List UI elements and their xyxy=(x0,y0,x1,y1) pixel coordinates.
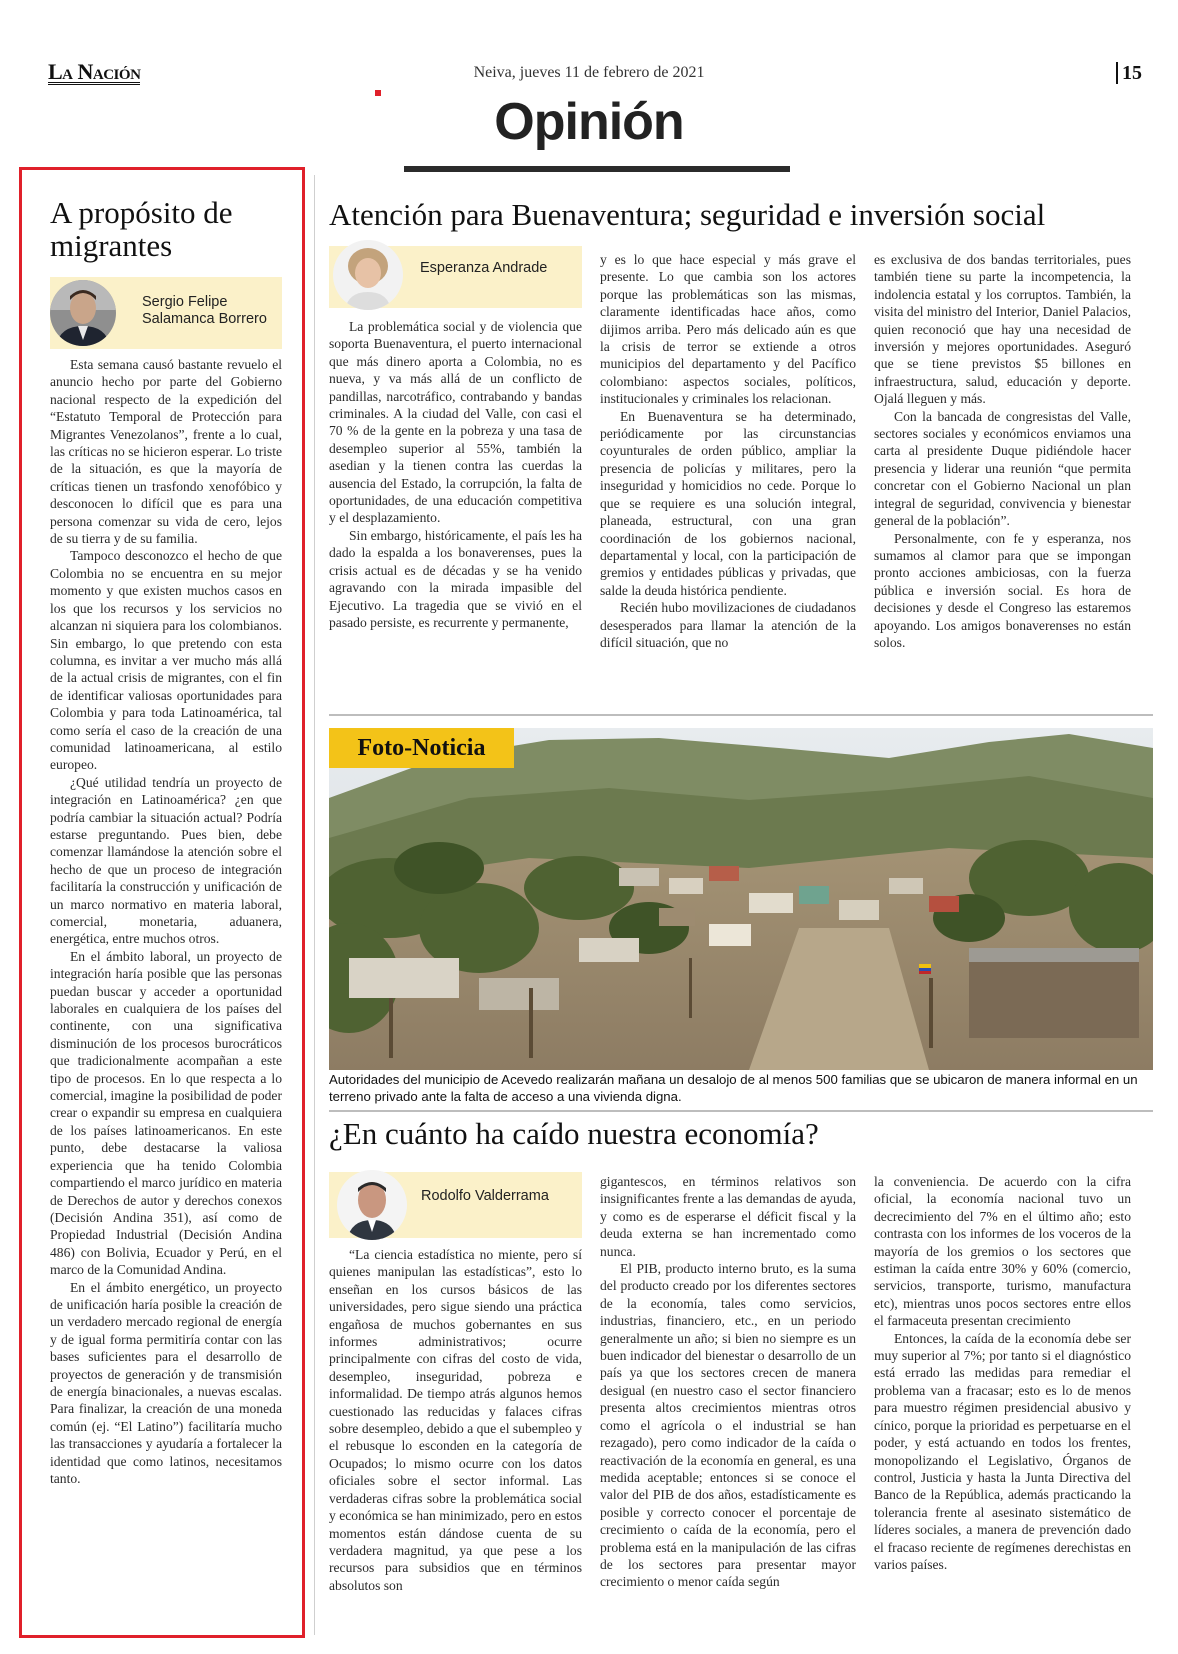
paragraph: Esta semana causó bastante revuelo el anuncio hecho por parte del Gobierno nacional respecto de la expedición del “Estatuto Temporal de Protección para Migrantes Venezolanos”, frente a lo cual, las críticas no se hicieron esperar. Lo triste de la situación, es que la mayoría de críticas tienen un trasfondo xenofóbico y desconocen lo difícil que es para una persona comenzar su vida de cero, lejos de su tierra y de su familia. xyxy=(50,357,282,547)
foto-noticia-tag: Foto-Noticia xyxy=(329,728,514,768)
article-column xyxy=(329,318,582,631)
article-body xyxy=(50,356,282,1487)
author-photo xyxy=(333,240,403,310)
article-column xyxy=(329,1246,582,1594)
paragraph: Sin embargo, históricamente, el país les ha dado la espalda a los bonaverenses, pues la crisis actual es de décadas y se ha venido agravando con la mirada impasible del Ejecutivo. La tragedia que se vivió en el pasado persiste, es recurrente y permanente, xyxy=(329,527,582,630)
avatar-icon xyxy=(337,1170,407,1240)
landscape-image xyxy=(329,728,1153,1070)
avatar-icon xyxy=(50,280,116,346)
author-photo xyxy=(337,1170,407,1240)
article-column xyxy=(600,251,856,651)
paragraph: En el ámbito laboral, un proyecto de integración haría posible que las personas puedan buscar y acceder a oportunidad laborales en cualquiera de los países del continente, con una significativa disminución de los procesos burocráticos que tradicionalmente acompañan a este tipo de procesos. En lo que respecta a lo comercial, imagine la posibilidad de poder crear o expandir su empresa en cualquiera de los países latinoamericanos. En este punto, debe destacarse la valiosa experiencia que ha tenido Colombia compartiendo el marco jurídico en materia de Derechos de autor y derechos conexos (Decisión Andina 351), así como de Propiedad Industrial (Decisión Andina 486) con Bolivia, Ecuador y Perú, en el marco de la Comunidad Andina. xyxy=(50,948,282,1278)
author-name: Rodolfo Valderrama xyxy=(421,1188,549,1204)
author-byline xyxy=(50,277,282,349)
photo-caption: Autoridades del municipio de Acevedo realizarán mañana un desalojo de al menos 500 familias que se ubicaron de manera informal en un terreno privado ante la falta de acceso a una vivienda digna. xyxy=(329,1072,1138,1104)
horizontal-divider xyxy=(329,714,1153,716)
paragraph: gigantescos, en términos relativos son insignificantes frente a las demandas de ayuda, y como es de esperarse el déficit fiscal y la deuda externa se han incrementado como nunca. xyxy=(600,1174,856,1259)
dateline: Neiva, jueves 11 de febrero de 2021 xyxy=(473,64,705,81)
article-headline: ¿En cuánto ha caído nuestra economía? xyxy=(329,1116,819,1151)
column-divider xyxy=(314,175,315,1635)
paragraph: la conveniencia. De acuerdo con la cifra oficial, la economía nacional tuvo un decrecimiento del 7% en el último año; esto contrasta con los informes de los voceros de la mayoría de los gremios o los sectores que estiman la caída entre 30% y 60% (comercio, servicios, transporte, turismo, manufactura etc), mientras unos pocos sectores entre ellos el farmaceuta presentan crecimiento xyxy=(874,1174,1131,1329)
paragraph: Tampoco desconozco el hecho de que Colombia no se encuentra en su mejor momento y que existen muchos casos en los que los recursos y los servicios no alcanzan ni siquiera para los colombianos. Sin embargo, lo que pretendo con esta columna, es invitar a ver mucho más allá de la actual crisis de migrantes, con el fin de identificar valiosas oportunidades para Colombia y para toda Latinoamérica, tal como sería el caso de la creación de una comunidad latinoamericana, al estilo europeo. xyxy=(50,548,282,773)
paragraph: “La ciencia estadística no miente, pero sí quienes manipulan las estadísticas”, esto lo enseñan en los cursos básicos de las universidades, pero sigue siendo una práctica engañosa de muchos gobernantes en sus informes administrativos; ocurre principalmente con cifras del costo de vida, desempleo, inseguridad, pobreza e informalidad. De tiempo atrás algunos hemos cuestionado las reducidas y falaces cifras sobre desempleo, debido a que el subempleo y el rebusque lo esconden en la categoría de Ocupados; lo mismo ocurre con los datos oficiales sobre el sector informal. Las verdaderas cifras sobre la problemática social y económica se han minimizado, pero en estos momentos están dándose cuenta de su verdadera magnitud, ya que pese a los recursos para subsidios que en términos absolutos son xyxy=(329,1247,582,1593)
paragraph: En Buenaventura se ha determinado, periódicamente por las circunstancias coyunturales de orden público, ampliar la presencia de policías y militares, pero la inseguridad y homicidios no cede. Porque lo que se requiere es una solución integral, planeada, estructural, con una gran coordinación de los gobiernos nacional, departamental y local, con la participación de gremios y entidades públicas y privadas, que salde la deuda histórica pendiente. xyxy=(600,408,856,598)
avatar-icon xyxy=(333,240,403,310)
paragraph: Recién hubo movilizaciones de ciudadanos desesperados para llamar la atención de la difícil situación, que no xyxy=(600,600,856,650)
newspaper-logo: La Nación xyxy=(48,59,141,84)
article-headline: Atención para Buenaventura; seguridad e inversión social xyxy=(329,197,1046,232)
news-photo xyxy=(329,728,1153,1070)
article-column xyxy=(874,251,1131,651)
paragraph: Entonces, la caída de la economía debe ser muy superior al 7%; por tanto si el diagnóstico está errado las medidas para remediar el problema van a fracasar; esto es lo de menos para muestro régimen presidencial abusivo y cínico, porque la prioridad es perpetuarse en el poder, y está actuando en todos los frentes, monopolizando el Legislativo, Órganos de control, Justicia y hasta la Junta Directiva del Banco de la República, además practicando la tolerancia frente al asesinato sistemático de líderes sociales, a manera de prevención dado el fracaso reciente de regímenes derechistas en varios países. xyxy=(874,1330,1131,1572)
article-column xyxy=(600,1173,856,1591)
paragraph: El PIB, producto interno bruto, es la suma del producto creado por los diferentes sectores de la economía, tales como servicios, industrias, financiero, etc., en un periodo generalmente un año; si bien no siempre es un buen indicador del bienestar o desarrollo de un país ya que los sectores crecen de manera desigual (en nuestro caso el sector financiero presenta altos crecimientos mientras otros como el agrícola o el industrial se han rezagado), pero como indicador de la caída o reactivación de la economía en general, es una medida aceptable; entonces si se conoce el valor del PIB de dos años, estadísticamente es posible y correcto conocer el porcentaje de crecimiento o caída de la economía, pero el problema está en la manipulación de las cifras de los sectores para presentar mayor crecimiento o menor caída según xyxy=(600,1261,856,1590)
section-title: Opinión xyxy=(494,93,684,151)
page-number: 15 xyxy=(1116,62,1142,84)
paragraph: Personalmente, con fe y esperanza, nos sumamos al clamor para que se impongan pronto acciones ambiciosas, con la fuerza pública e inversión social. Es hora de decisiones y desde el Congreso las estaremos apoyando. Los amigos bonaverenses no están solos. xyxy=(874,530,1131,650)
author-byline xyxy=(329,246,582,308)
paragraph: La problemática social y de violencia que soporta Buenaventura, el puerto internacional que más dinero aporta a Colombia, no es nueva, y va más allá de un conflicto de pandillas, narcotráfico, contrabando y bandas criminales. A la ciudad del Valle, con casi el 70 % de la gente en la pobreza y una tasa de desempleo superior al 55%, también la asedian y la tienen contra las cuerdas la ausencia del Estado, la corrupción, la falta de oportunidades, de una educación competitiva y el desplazamiento. xyxy=(329,319,582,526)
paragraph: En el ámbito energético, un proyecto de unificación haría posible la creación de un verdadero mercado regional de energía y de igual forma permitiría contar con las bases suficientes para el desarrollo de proyectos de generación y de transmisión de energía binacionales, a nuevas escalas. Para finalizar, la creación de una moneda común (ej. “El Latino”) facilitaría mucho las transacciones y ayudaría a fortalecer la identidad que como latinos, necesitamos tanto. xyxy=(50,1279,282,1486)
section-rule xyxy=(404,166,790,172)
author-name: Sergio Felipe Salamanca Borrero xyxy=(142,294,267,327)
paragraph: es exclusiva de dos bandas territoriales, pues también tiene su parte la incompetencia, la indolencia estatal y los corruptos. También, la visita del ministro del Interior, Daniel Palacios, quien reconoció que hay una necesidad de inversión y mejores oportunidades. Aseguró que se tiene previstos $5 billones en infraestructura, salud, educación y deporte. Ojalá lleguen y más. xyxy=(874,252,1131,407)
author-byline xyxy=(329,1172,582,1238)
article-column xyxy=(874,1173,1131,1573)
author-photo xyxy=(50,280,116,346)
author-name: Esperanza Andrade xyxy=(420,260,548,276)
article-headline: A propósito de migrantes xyxy=(50,195,233,263)
paragraph: ¿Qué utilidad tendría un proyecto de integración en Latinoamérica? ¿en que podría cambiar la situación actual? Podría estarse preguntando. Pues bien, debe comenzar llamándose la atención sobre el hecho de que un proceso de integración facilitaría la construcción y unificación de un marco normativo en materia laboral, comercial, monetaria, aduanera, energética, entre muchos otros. xyxy=(50,774,282,947)
paragraph: Con la bancada de congresistas del Valle, sectores sociales y económicos enviamos una carta al presidente Duque pidiéndole hacer presencia y liderar una reunión “que permita concretar con el Gobierno Nacional un plan integral de seguridad, convivencia y bienestar general de la población”. xyxy=(874,408,1131,529)
paragraph: y es lo que hace especial y más grave el presente. Lo que cambia son los actores porque las problemáticas son las mismas, claramente identificadas hace años, como dijimos arriba. Pero más delicado aún es que la crisis de terror se extiende a otros municipios del departamento y del Pacífico colombiano: aspectos sociales, políticos, institucionales y criminales los relacionan. xyxy=(600,252,856,407)
horizontal-divider xyxy=(329,1110,1153,1112)
